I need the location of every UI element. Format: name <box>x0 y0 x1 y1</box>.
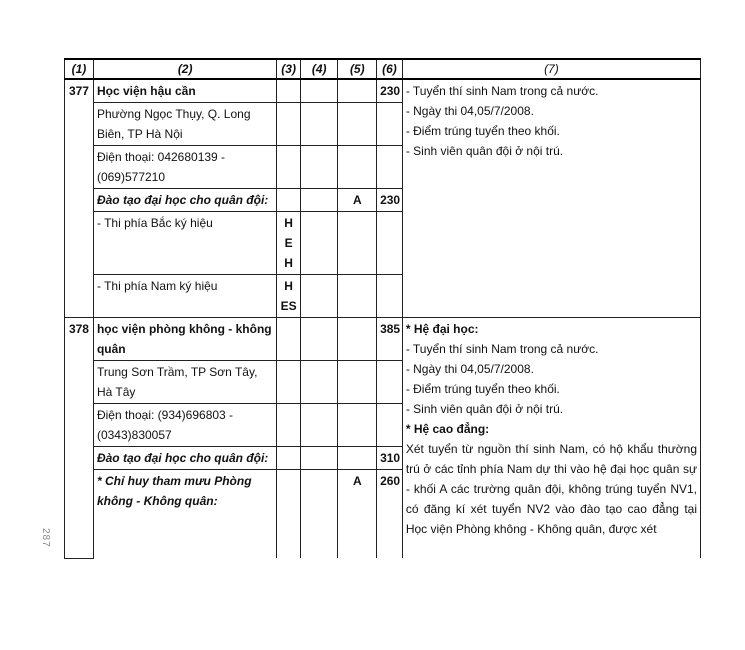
exam-block: A <box>338 470 377 559</box>
sub-program-label: * Chỉ huy tham mưu Phòng không - Không quân: <box>93 470 276 559</box>
header-col-1: (1) <box>65 59 94 79</box>
header-col-5: (5) <box>338 59 377 79</box>
notes-cell <box>402 79 700 318</box>
program-quota: 310 <box>377 447 403 470</box>
page-number: 287 <box>40 528 51 548</box>
table-row <box>65 318 701 361</box>
note-line: - Sinh viên quân đội ở nội trú. <box>405 144 564 158</box>
table-row <box>65 79 701 103</box>
notes-heading: * Hệ đại học: <box>405 322 479 336</box>
total-quota: 385 <box>377 318 403 361</box>
header-col-3: (3) <box>277 59 301 79</box>
header-col-4: (4) <box>300 59 338 79</box>
institution-address: Phường Ngọc Thụy, Q. Long Biên, TP Hà Nội <box>93 103 276 146</box>
notes-paragraph: Xét tuyển từ nguồn thí sinh Nam, có hộ khẩu thường trú ở các tỉnh phía Nam dự thi vào hệ đại học quân sự - khối A các trường quân đội, không trúng tuyển NV1, có đăng kí xét tuyển NV2 vào đào tạo cao đẳng tại Học viện Phòng không - Không quân, được xét <box>405 442 697 536</box>
institution-phone: Điện thoại: 042680139 - (069)577210 <box>93 146 276 189</box>
institution-address: Trung Sơn Trầm, TP Sơn Tây, Hà Tây <box>93 361 276 404</box>
program-label: Đào tạo đại học cho quân đội: <box>93 189 276 212</box>
program-quota: 230 <box>377 189 403 212</box>
note-line: - Điểm trúng tuyển theo khối. <box>405 382 560 396</box>
header-col-7: (7) <box>402 59 700 79</box>
note-line: - Ngày thi 04,05/7/2008. <box>405 104 534 118</box>
note-line: - Ngày thi 04,05/7/2008. <box>405 362 534 376</box>
institution-name: học viện phòng không - không quân <box>93 318 276 361</box>
note-line: - Tuyển thí sinh Nam trong cả nước. <box>405 342 599 356</box>
institution-id: 378 <box>65 318 94 559</box>
program-label: Đào tạo đại học cho quân đội: <box>93 447 276 470</box>
admissions-table <box>64 58 701 559</box>
south-code: HES <box>277 275 301 318</box>
notes-heading: * Hệ cao đẳng: <box>405 422 490 436</box>
institution-id: 377 <box>65 79 94 318</box>
total-quota: 230 <box>377 79 403 103</box>
note-line: - Điểm trúng tuyển theo khối. <box>405 124 560 138</box>
north-label: - Thi phía Bắc ký hiệu <box>93 212 276 275</box>
institution-name: Học viện hậu cần <box>93 79 276 103</box>
north-code: HEH <box>277 212 301 275</box>
notes-cell <box>402 318 700 559</box>
table-header-row <box>65 59 701 79</box>
note-line: - Sinh viên quân đội ở nội trú. <box>405 402 564 416</box>
note-line: - Tuyển thí sinh Nam trong cả nước. <box>405 84 599 98</box>
south-label: - Thi phía Nam ký hiệu <box>93 275 276 318</box>
exam-block: A <box>338 189 377 212</box>
header-col-6: (6) <box>377 59 403 79</box>
sub-program-quota: 260 <box>377 470 403 559</box>
header-col-2: (2) <box>93 59 276 79</box>
institution-phone: Điện thoại: (934)696803 - (0343)830057 <box>93 404 276 447</box>
